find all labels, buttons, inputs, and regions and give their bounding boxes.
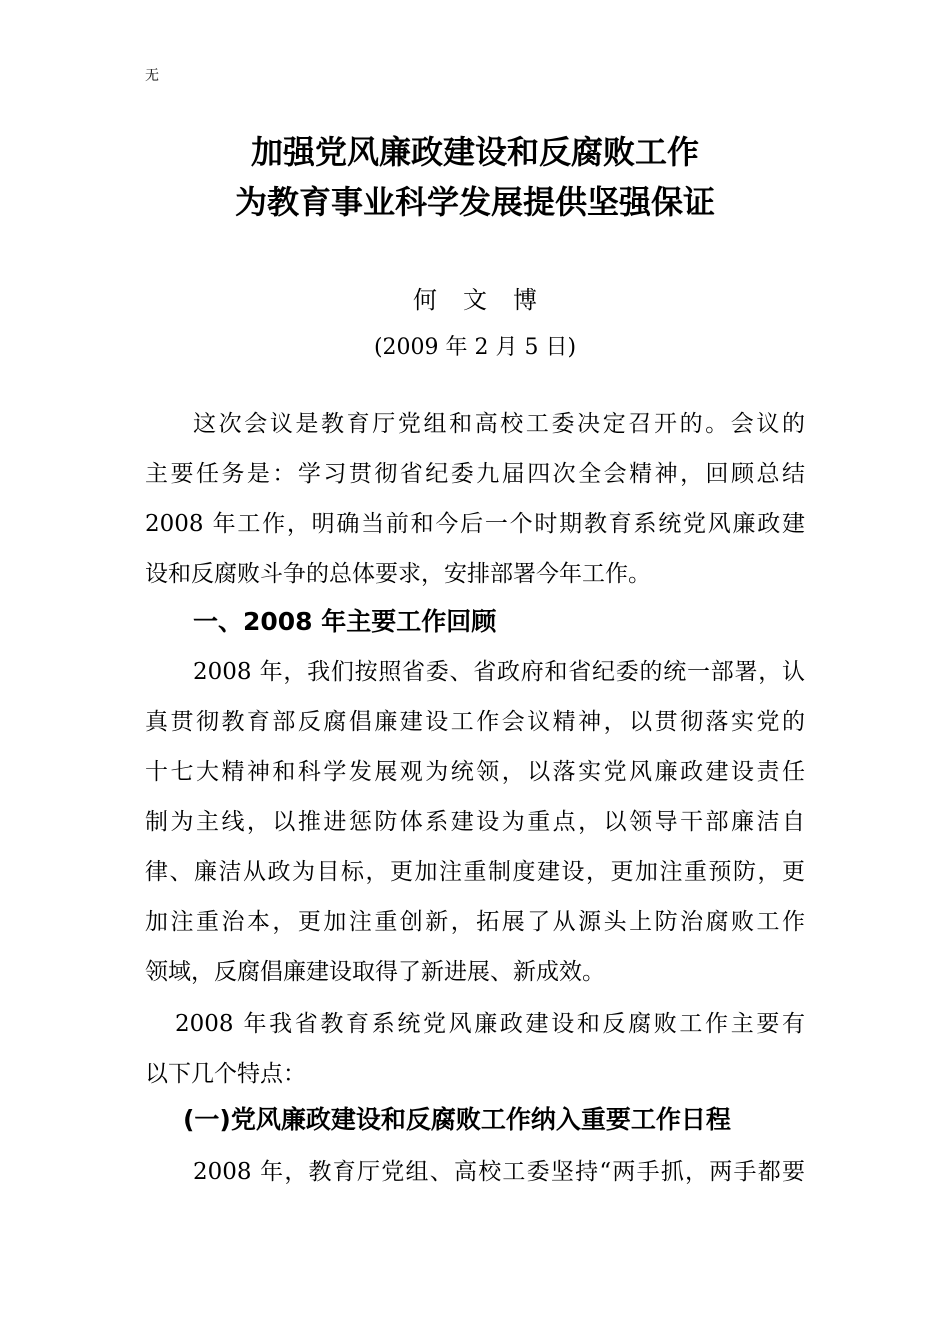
paragraph-1-line-2: 主要任务是：学习贯彻省纪委九届四次全会精神，回顾总结	[145, 461, 805, 487]
paragraph-1-line-4: 设和反腐败斗争的总体要求，安排部署今年工作。	[145, 561, 651, 587]
subsection-heading-1: (一)党风廉政建设和反腐败工作纳入重要工作日程	[183, 1105, 731, 1134]
paragraph-3-line-1: 2008 年我省教育系统党风廉政建设和反腐败工作主要有	[175, 1011, 805, 1037]
paragraph-2-line-4: 制为主线，以推进惩防体系建设为重点，以领导干部廉洁自	[145, 809, 805, 835]
paragraph-1-line-1: 这次会议是教育厅党组和高校工委决定召开的。会议的	[193, 411, 805, 437]
paragraph-2-line-7: 领域，反腐倡廉建设取得了新进展、新成效。	[145, 959, 605, 985]
document-title-line-1: 加强党风廉政建设和反腐败工作	[250, 133, 699, 171]
speech-date: (2009 年 2 月 5 日)	[373, 335, 577, 360]
paragraph-1-line-3: 2008 年工作，明确当前和今后一个时期教育系统党风廉政建	[145, 511, 805, 537]
section-heading-1: 一、2008 年主要工作回顾	[193, 607, 497, 636]
paragraph-2-line-5: 律、廉洁从政为目标，更加注重制度建设，更加注重预防，更	[145, 859, 805, 885]
document-title-line-2: 为教育事业科学发展提供坚强保证	[234, 183, 715, 221]
paragraph-3-line-2: 以下几个特点：	[145, 1061, 306, 1087]
author-name: 何文博	[413, 286, 563, 314]
header-mark: 无	[145, 68, 159, 84]
paragraph-2-line-3: 十七大精神和科学发展观为统领，以落实党风廉政建设责任	[145, 759, 805, 785]
paragraph-2-line-1: 2008 年，我们按照省委、省政府和省纪委的统一部署，认	[193, 659, 805, 685]
paragraph-4-line-1: 2008 年，教育厅党组、高校工委坚持“两手抓，两手都要	[193, 1159, 805, 1185]
paragraph-2-line-6: 加注重治本，更加注重创新，拓展了从源头上防治腐败工作	[145, 909, 805, 935]
paragraph-2-line-2: 真贯彻教育部反腐倡廉建设工作会议精神，以贯彻落实党的	[145, 709, 805, 735]
